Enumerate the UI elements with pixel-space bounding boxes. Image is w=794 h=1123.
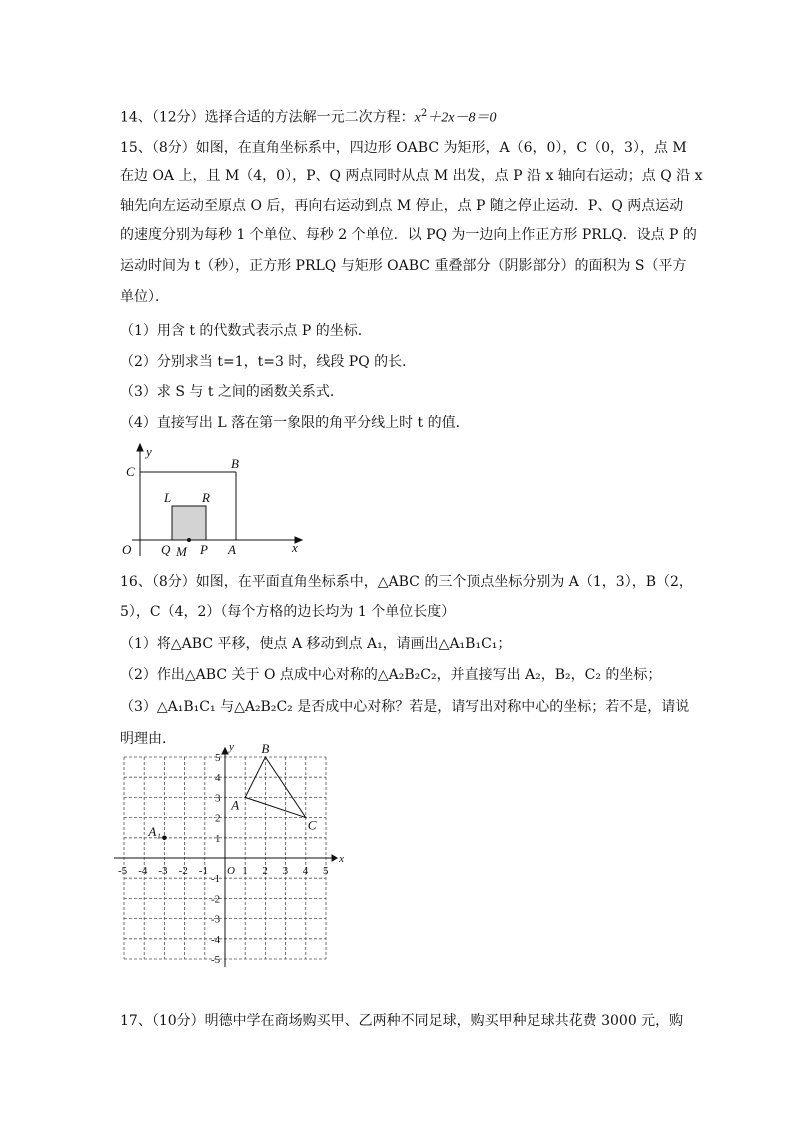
q17-number: 17、: [120, 1013, 152, 1029]
x-tick-label: 1: [242, 865, 248, 877]
x-tick-label: 5: [323, 865, 329, 877]
q14-score: （12分）: [151, 109, 205, 126]
grid-axis-y-label: y: [229, 740, 234, 753]
q15-label-x: x: [292, 540, 298, 555]
q15-line-2: 在边 OA 上，且 M（4，0），P、Q 两点同时从点 M 出发，点 P 沿 x 轴向右运动；点 Q 沿 x: [120, 168, 703, 184]
q15-number: 15、: [120, 140, 152, 156]
y-tick-label: -4: [211, 933, 221, 946]
grid-x-arrow: [332, 855, 337, 861]
q16-part-2: （2）作出△ABC 关于 O 点成中心对称的△A₂B₂C₂，并直接写出 A₂，B₂，C₂ 的坐标；: [120, 667, 662, 683]
q15-text-1: 如图，在直角坐标系中，四边形 OABC 为矩形，A（6，0），C（0，3），点 M: [195, 140, 687, 156]
q14-line: [120, 104, 496, 129]
q15-label-r: R: [202, 490, 210, 505]
q15-label-p: P: [200, 542, 208, 557]
q15-part-1: （1）用含 t 的代数式表示点 P 的坐标．: [120, 323, 372, 339]
q16-part-3a: （3）△A₁B₁C₁ 与△A₂B₂C₂ 是否成中心对称？若是，请写出对称中心的坐标；若不是，请说: [120, 699, 690, 715]
x-tick-label: -3: [158, 865, 168, 877]
y-tick-label: 1: [215, 832, 221, 845]
y-tick-label: 3: [215, 792, 221, 805]
q15-label-a: A: [228, 542, 236, 557]
q16-line-1: [120, 572, 693, 592]
q15-label-y: y: [146, 444, 152, 459]
q16-part-1: （1）将△ABC 平移，使点 A 移动到点 A₁，请画出△A₁B₁C₁；: [120, 636, 512, 652]
q15-line-5: 运动时间为 t（秒），正方形 PRLQ 与矩形 OABC 重叠部分（阴影部分）的面积为 S（平方: [120, 258, 687, 274]
q15-part-4: （4）直接写出 L 落在第一象限的角平分线上时 t 的值．: [120, 415, 470, 431]
q15-point-m: [187, 538, 191, 542]
x-tick-label: -4: [138, 865, 148, 877]
q16-number: 16、: [120, 574, 152, 590]
q16-part-3b: 明理由．: [120, 731, 176, 747]
triangle-abc: [245, 757, 306, 818]
y-tick-label: 4: [215, 772, 221, 785]
q15-line-4: 的速度分别为每秒 1 个单位、每秒 2 个单位．以 PQ 为一边向上作正方形 PRLQ．设点 P 的: [120, 227, 697, 243]
q14-eq-rest: ＋2x－8＝0: [427, 110, 497, 126]
q14-eq-x: x: [414, 110, 421, 126]
x-tick-label: O: [227, 865, 235, 877]
q15-line-3: 轴先向左运动至原点 O 后，再向右运动到点 M 停止，点 P 随之停止运动．P、Q 两点运动: [120, 198, 684, 214]
x-tick-label: -2: [178, 865, 188, 877]
q15-part-3: （3）求 S 与 t 之间的函数关系式．: [120, 384, 344, 400]
point-a1: [162, 836, 167, 841]
x-tick-label: -1: [198, 865, 208, 877]
q17-line-1: [120, 1011, 683, 1031]
q15-figure: [118, 442, 308, 560]
q15-y-arrow: [137, 444, 143, 451]
q14-eq-sup: 2: [420, 108, 428, 119]
point-label: A₁: [148, 823, 161, 839]
point-label: C: [307, 817, 317, 833]
y-tick-label: -2: [211, 893, 221, 906]
y-tick-label: -5: [211, 954, 221, 966]
q15-line-1: [120, 138, 687, 158]
q16-line-2: 5），C（4，2）（每个方格的边长均为 1 个单位长度）: [120, 604, 456, 620]
y-tick-label: -3: [211, 913, 221, 926]
x-tick-label: -5: [118, 865, 128, 877]
point-label: A: [231, 797, 240, 813]
q17-text: 明德中学在商场购买甲、乙两种不同足球，购买甲种足球共花费 3000 元，购: [204, 1013, 684, 1029]
grid-y-arrow: [222, 748, 228, 754]
q14-text: 选择合适的方法解一元二次方程：: [204, 109, 415, 126]
q16-text-1: 如图，在平面直角坐标系中，△ABC 的三个顶点坐标分别为 A（1，3），B（2，: [195, 574, 693, 590]
y-tick-label: 5: [215, 752, 221, 764]
q15-line-6: 单位）．: [120, 289, 169, 305]
q14-number: 14、: [120, 109, 152, 126]
q16-score: （8分）: [151, 574, 196, 590]
q15-label-b: B: [231, 456, 239, 471]
y-tick-label: -1: [211, 873, 221, 886]
x-tick-label: 4: [302, 865, 309, 877]
q15-label-o: O: [122, 542, 132, 557]
q15-label-c: C: [126, 464, 135, 479]
x-tick-label: 3: [282, 865, 289, 877]
q15-score: （8分）: [151, 140, 196, 156]
q15-label-q: Q: [161, 542, 171, 557]
grid-axis-x-label: x: [339, 853, 345, 865]
x-tick-label: 2: [262, 865, 268, 877]
q16-grid-figure: [118, 740, 353, 982]
q15-shaded-square: [172, 506, 206, 540]
q17-score: （10分）: [151, 1013, 205, 1029]
q15-part-2: （2）分别求当 t=1，t=3 时，线段 PQ 的长．: [120, 354, 417, 370]
y-tick-label: 2: [215, 812, 221, 825]
q15-label-m: M: [176, 544, 187, 559]
q15-label-l: L: [164, 490, 172, 505]
point-label: B: [261, 741, 270, 756]
